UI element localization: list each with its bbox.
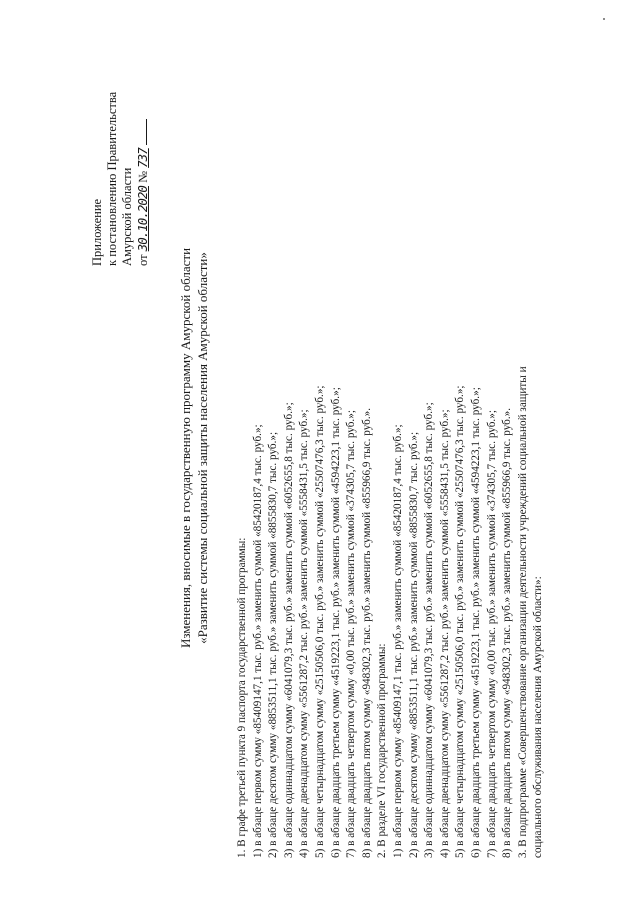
body-line: 1) в абзаце первом сумму «85409147,1 тыс. руб.» заменить суммой «85420187,4 тыс. руб.»; (392, 424, 404, 858)
body-line: 5) в абзаце четырнадцатом сумму «25150506,0 тыс. руб.» заменить суммой «25507476,3 тыс. руб.»; (454, 385, 467, 858)
scan-speck (603, 18, 605, 20)
body-line: 1. В графе третьей пункта 9 паспорта государственной программы: (236, 537, 248, 858)
approval-title: Приложение (90, 198, 104, 266)
body-line: 1) в абзаце первом сумму «85409147,1 тыс. руб.» заменить суммой «85420187,4 тыс. руб.»; (251, 424, 264, 858)
body-line: 4) в абзаце двенадцатом сумму «5561287,2 тыс. руб.» заменить суммой «5558431,5 тыс. руб.»; (438, 409, 451, 858)
body-line: 3) в абзаце одиннадцатом сумму «6041079,3 тыс. руб.» заменить суммой «6052655,8 тыс. руб.»; (282, 402, 295, 858)
from-prefix: от (136, 254, 150, 266)
body-line: 3) в абзаце одиннадцатом сумму «6041079,3 тыс. руб.» заменить суммой «6052655,8 тыс. руб.»; (423, 402, 436, 858)
approval-date: 30.10.2020 (135, 186, 150, 252)
body-line: 8) в абзаце двадцать пятом сумму «948302,3 тыс. руб.» заменить суммой «855966,9 тыс. руб.». (501, 407, 514, 858)
approval-date-line (135, 119, 151, 266)
body-line: 7) в абзаце двадцать четвертом сумму «0,00 тыс. руб.» заменить суммой «374305,7 тыс. руб.»; (345, 410, 358, 858)
body-line: 6) в абзаце двадцать третьем сумму «4519223,1 тыс. руб.» заменить суммой «4594223,1 тыс. руб.»; (329, 387, 342, 858)
body-line: 7) в абзаце двадцать четвертом сумму «0,00 тыс. руб.» заменить суммой «374305,7 тыс. руб.»; (485, 410, 498, 858)
body-line: 4) в абзаце двенадцатом сумму «5561287,2 тыс. руб.» заменить суммой «5558431,5 тыс. руб.»; (298, 409, 311, 858)
number-prefix: № (136, 170, 150, 183)
approval-line-1: к постановлению Правительства (105, 91, 119, 266)
body-line: 2) в абзаце десятом сумму «8853511,1 тыс. руб.» заменить суммой «8855830,7 тыс. руб.»; (407, 431, 420, 858)
body-line: 2) в абзаце десятом сумму «8853511,1 тыс. руб.» заменить суммой «8855830,7 тыс. руб.»; (267, 431, 280, 858)
body-line: 5) в абзаце четырнадцатом сумму «25150506,0 тыс. руб.» заменить суммой «25507476,3 тыс. руб.»; (314, 385, 326, 858)
body-line: социального обслуживания населения Амурской области»: (532, 576, 545, 858)
body-line: 2. В разделе VI государственной программы: (376, 643, 389, 858)
approval-line-2: Амурской области (120, 167, 134, 266)
heading-line-1: Изменения, вносимые в государственную программу Амурской области (178, 247, 193, 649)
approval-number: 737 (135, 148, 150, 168)
heading-line-2: «Развитие системы социальной защиты населения Амурской области» (195, 252, 210, 644)
number-underline (146, 119, 147, 145)
body-line: 6) в абзаце двадцать третьем сумму «4519223,1 тыс. руб.» заменить суммой «4594223,1 тыс. руб.»; (470, 387, 482, 858)
approval-block (90, 26, 160, 266)
body-line: 8) в абзаце двадцать пятом сумму «948302,3 тыс. руб.» заменить суммой «855966,9 тыс. руб.». (360, 407, 373, 858)
body-line: 3. В подпрограмме «Совершенствование организации деятельности учреждений социальной защиты и (516, 366, 529, 858)
